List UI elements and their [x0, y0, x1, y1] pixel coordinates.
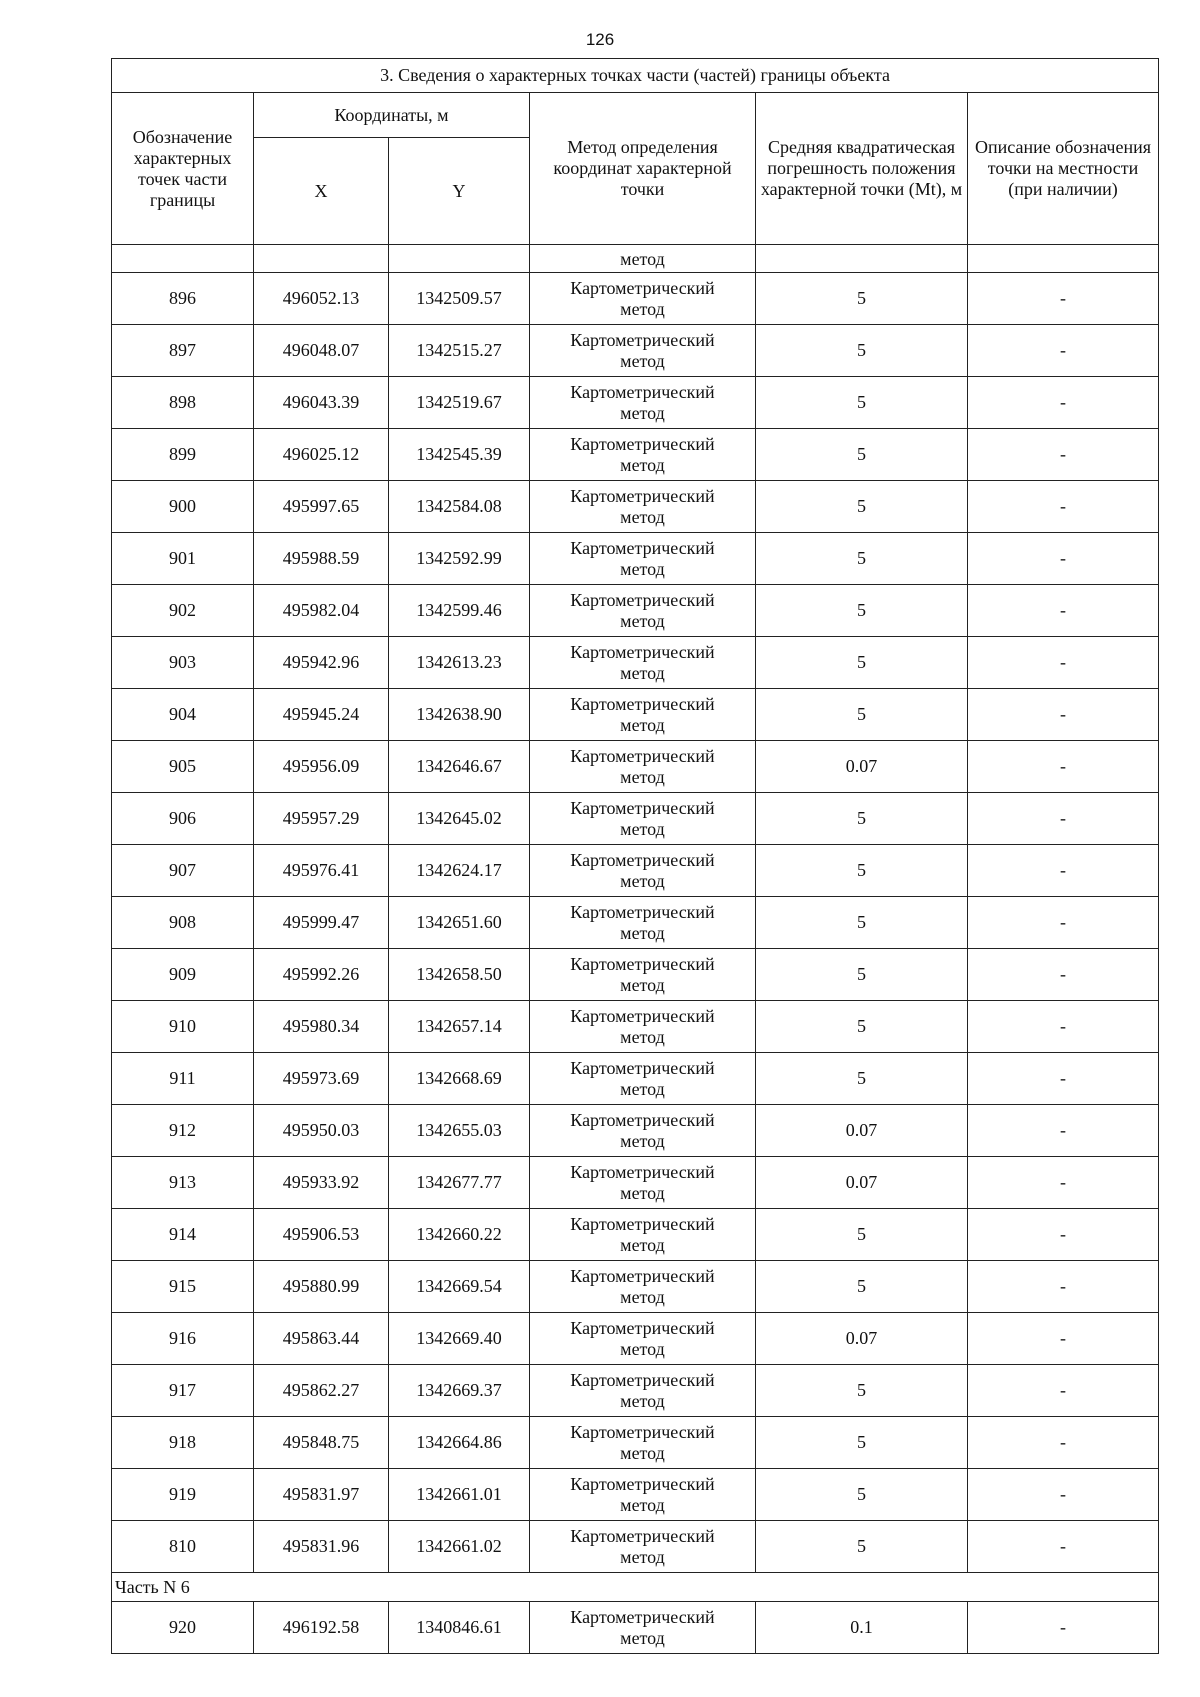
x-coordinate-cell: 495976.41 [254, 845, 389, 897]
table-row [112, 377, 1159, 429]
error-cell: 5 [756, 1417, 968, 1469]
y-coordinate-cell: 1342645.02 [389, 793, 530, 845]
method-line-2: метод [620, 1130, 665, 1151]
continuation-cell [756, 245, 968, 273]
x-coordinate-cell: 495880.99 [254, 1261, 389, 1313]
y-coordinate-cell: 1342545.39 [389, 429, 530, 481]
x-coordinate-cell: 495982.04 [254, 585, 389, 637]
point-id-cell: 913 [112, 1157, 254, 1209]
method-cell [530, 1261, 756, 1313]
method-cell [530, 1157, 756, 1209]
point-id-cell: 901 [112, 533, 254, 585]
table-title-row [112, 59, 1159, 93]
point-id-cell: 896 [112, 273, 254, 325]
description-cell: - [968, 793, 1159, 845]
x-coordinate-cell: 495957.29 [254, 793, 389, 845]
method-line-2: метод [620, 1546, 665, 1567]
point-id-cell: 916 [112, 1313, 254, 1365]
error-cell: 5 [756, 1001, 968, 1053]
table-row [112, 1053, 1159, 1105]
method-line-2: метод [620, 454, 665, 475]
x-coordinate-cell: 495862.27 [254, 1365, 389, 1417]
method-cell [530, 689, 756, 741]
header-y: Y [389, 138, 530, 245]
method-line-2: метод [620, 1338, 665, 1359]
description-cell: - [968, 1521, 1159, 1573]
method-line-1: Картометрический [570, 953, 715, 974]
y-coordinate-cell: 1342599.46 [389, 585, 530, 637]
method-line-1: Картометрический [570, 1606, 715, 1627]
method-cell [530, 1469, 756, 1521]
point-id-cell: 898 [112, 377, 254, 429]
x-coordinate-cell: 496048.07 [254, 325, 389, 377]
x-coordinate-cell: 495848.75 [254, 1417, 389, 1469]
description-cell: - [968, 741, 1159, 793]
point-id-cell: 905 [112, 741, 254, 793]
point-id-cell: 903 [112, 637, 254, 689]
y-coordinate-cell: 1342669.54 [389, 1261, 530, 1313]
y-coordinate-cell: 1342638.90 [389, 689, 530, 741]
method-cell [530, 1365, 756, 1417]
method-line-1: Картометрический [570, 849, 715, 870]
continuation-cell [968, 245, 1159, 273]
point-id-cell: 920 [112, 1602, 254, 1654]
method-line-2: метод [620, 350, 665, 371]
table-row [112, 1001, 1159, 1053]
x-coordinate-cell: 495831.96 [254, 1521, 389, 1573]
x-coordinate-cell: 496025.12 [254, 429, 389, 481]
method-line-1: Картометрический [570, 1369, 715, 1390]
table-row [112, 481, 1159, 533]
table-row [112, 1417, 1159, 1469]
x-coordinate-cell: 495933.92 [254, 1157, 389, 1209]
error-cell: 0.1 [756, 1602, 968, 1654]
method-line-2: метод [620, 714, 665, 735]
x-coordinate-cell: 496192.58 [254, 1602, 389, 1654]
method-line-1: Картометрический [570, 1473, 715, 1494]
y-coordinate-cell: 1342584.08 [389, 481, 530, 533]
error-cell: 5 [756, 689, 968, 741]
point-id-cell: 897 [112, 325, 254, 377]
point-id-cell: 911 [112, 1053, 254, 1105]
x-coordinate-cell: 495831.97 [254, 1469, 389, 1521]
table-row [112, 1313, 1159, 1365]
method-line-2: метод [620, 974, 665, 995]
description-cell: - [968, 481, 1159, 533]
description-cell: - [968, 1209, 1159, 1261]
description-cell: - [968, 585, 1159, 637]
method-line-1: Картометрический [570, 433, 715, 454]
method-line-1: Картометрический [570, 1057, 715, 1078]
header-description: Описание обозначения точки на местности (при наличии) [968, 93, 1159, 245]
method-cell [530, 1417, 756, 1469]
method-cell [530, 949, 756, 1001]
y-coordinate-cell: 1342519.67 [389, 377, 530, 429]
error-cell: 5 [756, 1053, 968, 1105]
x-coordinate-cell: 496043.39 [254, 377, 389, 429]
method-line-2: метод [620, 298, 665, 319]
method-cell [530, 1105, 756, 1157]
error-cell: 5 [756, 949, 968, 1001]
error-cell: 5 [756, 637, 968, 689]
y-coordinate-cell: 1342661.02 [389, 1521, 530, 1573]
table-row [112, 325, 1159, 377]
description-cell: - [968, 689, 1159, 741]
error-cell: 5 [756, 897, 968, 949]
header-method: Метод определения координат характерной точки [530, 93, 756, 245]
method-line-1: Картометрический [570, 797, 715, 818]
table-row [112, 1209, 1159, 1261]
method-line-2: метод [620, 402, 665, 423]
x-coordinate-cell: 495992.26 [254, 949, 389, 1001]
method-line-2: метод [620, 506, 665, 527]
method-line-2: метод [620, 1390, 665, 1411]
method-cell [530, 897, 756, 949]
y-coordinate-cell: 1342515.27 [389, 325, 530, 377]
method-cell [530, 845, 756, 897]
error-cell: 0.07 [756, 1105, 968, 1157]
method-line-2: метод [620, 1182, 665, 1203]
description-cell: - [968, 1417, 1159, 1469]
method-line-1: Картометрический [570, 1213, 715, 1234]
method-cell [530, 533, 756, 585]
error-cell: 0.07 [756, 1313, 968, 1365]
error-cell: 5 [756, 1365, 968, 1417]
method-line-1: Картометрический [570, 537, 715, 558]
table-row [112, 1602, 1159, 1654]
method-line-1: Картометрический [570, 381, 715, 402]
point-id-cell: 912 [112, 1105, 254, 1157]
part-label: Часть N 6 [112, 1573, 1159, 1602]
y-coordinate-cell: 1342646.67 [389, 741, 530, 793]
description-cell: - [968, 1602, 1159, 1654]
method-cell [530, 481, 756, 533]
description-cell: - [968, 845, 1159, 897]
description-cell: - [968, 377, 1159, 429]
method-line-1: Картометрический [570, 1005, 715, 1026]
table-row [112, 1105, 1159, 1157]
description-cell: - [968, 273, 1159, 325]
description-cell: - [968, 1105, 1159, 1157]
method-cell [530, 1001, 756, 1053]
continuation-cell [389, 245, 530, 273]
x-coordinate-cell: 495942.96 [254, 637, 389, 689]
point-id-cell: 900 [112, 481, 254, 533]
description-cell: - [968, 1261, 1159, 1313]
table-row [112, 1521, 1159, 1573]
point-id-cell: 810 [112, 1521, 254, 1573]
x-coordinate-cell: 495988.59 [254, 533, 389, 585]
method-line-1: Картометрический [570, 1421, 715, 1442]
description-cell: - [968, 1157, 1159, 1209]
table-row [112, 845, 1159, 897]
continuation-method: метод [530, 245, 756, 273]
y-coordinate-cell: 1340846.61 [389, 1602, 530, 1654]
y-coordinate-cell: 1342677.77 [389, 1157, 530, 1209]
table-row [112, 793, 1159, 845]
x-coordinate-cell: 496052.13 [254, 273, 389, 325]
header-x: X [254, 138, 389, 245]
point-id-cell: 909 [112, 949, 254, 1001]
table-row [112, 741, 1159, 793]
method-cell [530, 1602, 756, 1654]
table-row [112, 1261, 1159, 1313]
method-line-1: Картометрический [570, 745, 715, 766]
method-line-2: метод [620, 1234, 665, 1255]
method-cell [530, 793, 756, 845]
method-line-1: Картометрический [570, 1317, 715, 1338]
y-coordinate-cell: 1342669.37 [389, 1365, 530, 1417]
method-cell [530, 1313, 756, 1365]
y-coordinate-cell: 1342668.69 [389, 1053, 530, 1105]
method-line-2: метод [620, 766, 665, 787]
method-line-1: Картометрический [570, 1109, 715, 1130]
table-row [112, 429, 1159, 481]
y-coordinate-cell: 1342624.17 [389, 845, 530, 897]
point-id-cell: 907 [112, 845, 254, 897]
description-cell: - [968, 1313, 1159, 1365]
method-line-2: метод [620, 1442, 665, 1463]
description-cell: - [968, 1053, 1159, 1105]
method-line-1: Картометрический [570, 277, 715, 298]
method-line-1: Картометрический [570, 693, 715, 714]
description-cell: - [968, 533, 1159, 585]
y-coordinate-cell: 1342592.99 [389, 533, 530, 585]
method-line-2: метод [620, 1494, 665, 1515]
point-id-cell: 915 [112, 1261, 254, 1313]
error-cell: 5 [756, 793, 968, 845]
method-line-2: метод [620, 870, 665, 891]
table-title: 3. Сведения о характерных точках части (частей) границы объекта [112, 59, 1159, 93]
method-line-1: Картометрический [570, 485, 715, 506]
error-cell: 5 [756, 845, 968, 897]
method-line-2: метод [620, 1627, 665, 1648]
header-error: Средняя квадратическая погрешность положения характерной точки (Mt), м [756, 93, 968, 245]
point-id-cell: 904 [112, 689, 254, 741]
method-line-1: Картометрический [570, 589, 715, 610]
method-cell [530, 585, 756, 637]
table-row [112, 1469, 1159, 1521]
characteristic-points-table [111, 58, 1159, 1654]
point-id-cell: 910 [112, 1001, 254, 1053]
error-cell: 5 [756, 429, 968, 481]
point-id-cell: 902 [112, 585, 254, 637]
description-cell: - [968, 637, 1159, 689]
y-coordinate-cell: 1342664.86 [389, 1417, 530, 1469]
point-id-cell: 919 [112, 1469, 254, 1521]
point-id-cell: 917 [112, 1365, 254, 1417]
error-cell: 5 [756, 585, 968, 637]
x-coordinate-cell: 495980.34 [254, 1001, 389, 1053]
method-line-1: Картометрический [570, 329, 715, 350]
table-row [112, 1157, 1159, 1209]
y-coordinate-cell: 1342655.03 [389, 1105, 530, 1157]
header-row-1 [112, 93, 1159, 138]
table-row [112, 585, 1159, 637]
method-cell [530, 741, 756, 793]
description-cell: - [968, 1365, 1159, 1417]
continuation-cell [254, 245, 389, 273]
method-cell [530, 637, 756, 689]
header-point: Обозначение характерных точек части границы [112, 93, 254, 245]
error-cell: 5 [756, 533, 968, 585]
method-cell [530, 1053, 756, 1105]
continuation-row [112, 245, 1159, 273]
method-line-1: Картометрический [570, 1265, 715, 1286]
error-cell: 5 [756, 273, 968, 325]
description-cell: - [968, 949, 1159, 1001]
y-coordinate-cell: 1342661.01 [389, 1469, 530, 1521]
method-line-2: метод [620, 662, 665, 683]
x-coordinate-cell: 495906.53 [254, 1209, 389, 1261]
table-row [112, 897, 1159, 949]
point-id-cell: 906 [112, 793, 254, 845]
description-cell: - [968, 897, 1159, 949]
x-coordinate-cell: 495950.03 [254, 1105, 389, 1157]
error-cell: 5 [756, 1469, 968, 1521]
point-id-cell: 914 [112, 1209, 254, 1261]
x-coordinate-cell: 495863.44 [254, 1313, 389, 1365]
description-cell: - [968, 429, 1159, 481]
method-cell [530, 1209, 756, 1261]
part-label-row [112, 1573, 1159, 1602]
x-coordinate-cell: 495999.47 [254, 897, 389, 949]
method-cell [530, 325, 756, 377]
y-coordinate-cell: 1342613.23 [389, 637, 530, 689]
y-coordinate-cell: 1342651.60 [389, 897, 530, 949]
table-row [112, 1365, 1159, 1417]
method-line-1: Картометрический [570, 1161, 715, 1182]
continuation-cell [112, 245, 254, 273]
y-coordinate-cell: 1342509.57 [389, 273, 530, 325]
header-coords: Координаты, м [254, 93, 530, 138]
y-coordinate-cell: 1342669.40 [389, 1313, 530, 1365]
error-cell: 5 [756, 1521, 968, 1573]
y-coordinate-cell: 1342660.22 [389, 1209, 530, 1261]
table-row [112, 533, 1159, 585]
method-cell [530, 429, 756, 481]
point-id-cell: 918 [112, 1417, 254, 1469]
method-line-2: метод [620, 1078, 665, 1099]
table-row [112, 949, 1159, 1001]
method-cell [530, 377, 756, 429]
table-row [112, 689, 1159, 741]
error-cell: 5 [756, 325, 968, 377]
table-body [112, 59, 1159, 1654]
method-line-2: метод [620, 610, 665, 631]
method-line-2: метод [620, 558, 665, 579]
point-id-cell: 899 [112, 429, 254, 481]
method-cell [530, 1521, 756, 1573]
error-cell: 0.07 [756, 1157, 968, 1209]
method-line-1: Картометрический [570, 641, 715, 662]
method-line-2: метод [620, 1286, 665, 1307]
error-cell: 0.07 [756, 741, 968, 793]
x-coordinate-cell: 495956.09 [254, 741, 389, 793]
method-line-1: Картометрический [570, 1525, 715, 1546]
description-cell: - [968, 1469, 1159, 1521]
method-line-2: метод [620, 818, 665, 839]
table-row [112, 273, 1159, 325]
y-coordinate-cell: 1342657.14 [389, 1001, 530, 1053]
error-cell: 5 [756, 1261, 968, 1313]
x-coordinate-cell: 495973.69 [254, 1053, 389, 1105]
table-row [112, 637, 1159, 689]
method-line-2: метод [620, 1026, 665, 1047]
description-cell: - [968, 1001, 1159, 1053]
y-coordinate-cell: 1342658.50 [389, 949, 530, 1001]
x-coordinate-cell: 495945.24 [254, 689, 389, 741]
error-cell: 5 [756, 1209, 968, 1261]
description-cell: - [968, 325, 1159, 377]
method-line-2: метод [620, 922, 665, 943]
error-cell: 5 [756, 481, 968, 533]
page-number: 126 [585, 30, 615, 49]
error-cell: 5 [756, 377, 968, 429]
point-id-cell: 908 [112, 897, 254, 949]
method-cell [530, 273, 756, 325]
x-coordinate-cell: 495997.65 [254, 481, 389, 533]
method-line-1: Картометрический [570, 901, 715, 922]
